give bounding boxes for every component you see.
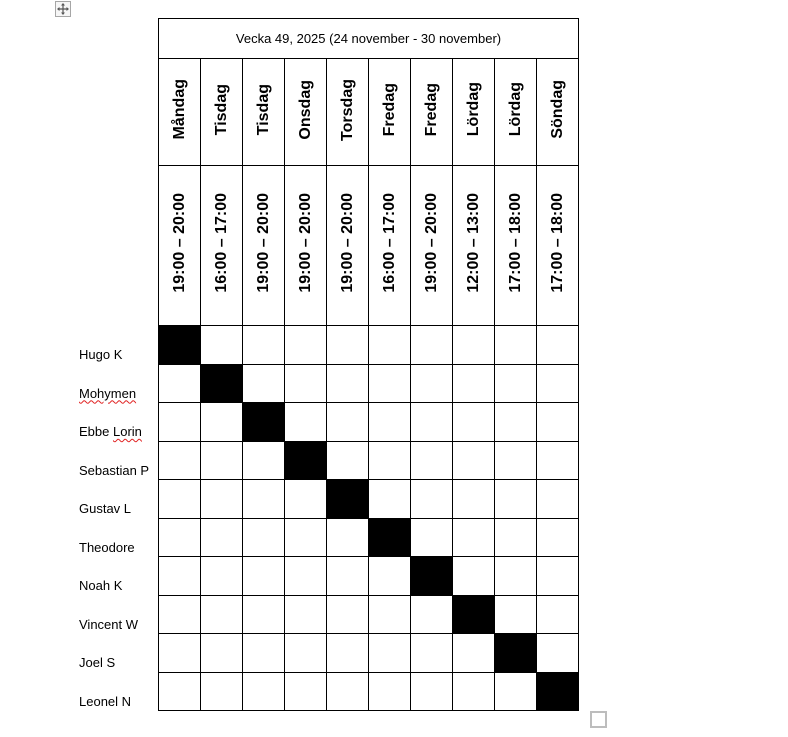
participant-name-part: Ebbe <box>79 424 113 439</box>
empty-slot-cell[interactable] <box>243 557 285 596</box>
empty-slot-cell[interactable] <box>495 595 537 634</box>
empty-slot-cell[interactable] <box>369 672 411 711</box>
participant-name[interactable]: Hugo K <box>79 347 123 362</box>
empty-slot-cell[interactable] <box>159 595 201 634</box>
day-header-cell[interactable] <box>285 59 327 166</box>
empty-slot-cell[interactable] <box>201 403 243 442</box>
participant-name[interactable]: Noah K <box>79 578 123 593</box>
day-header-cell[interactable] <box>243 59 285 166</box>
empty-slot-cell[interactable] <box>285 634 327 673</box>
empty-slot-cell[interactable] <box>159 518 201 557</box>
day-header-row <box>159 59 579 166</box>
table-title[interactable]: Vecka 49, 2025 (24 november - 30 november) <box>159 19 579 59</box>
empty-slot-cell[interactable] <box>285 364 327 403</box>
participant-name[interactable]: Gustav L <box>79 501 132 516</box>
assigned-slot-cell[interactable] <box>159 326 201 365</box>
empty-slot-cell[interactable] <box>453 326 495 365</box>
empty-slot-cell[interactable] <box>369 441 411 480</box>
empty-slot-cell[interactable] <box>243 364 285 403</box>
empty-slot-cell[interactable] <box>537 557 579 596</box>
empty-slot-cell[interactable] <box>537 364 579 403</box>
day-label: Fredag <box>380 82 398 137</box>
empty-slot-cell[interactable] <box>495 518 537 557</box>
time-label: 12:00 – 13:00 <box>464 193 482 293</box>
empty-slot-cell[interactable] <box>159 403 201 442</box>
empty-slot-cell[interactable] <box>327 326 369 365</box>
empty-slot-cell[interactable] <box>159 672 201 711</box>
time-label: 19:00 – 20:00 <box>170 193 188 293</box>
time-label: 19:00 – 20:00 <box>254 193 272 293</box>
empty-slot-cell[interactable] <box>453 403 495 442</box>
schedule-row <box>159 403 579 442</box>
empty-slot-cell[interactable] <box>537 403 579 442</box>
empty-slot-cell[interactable] <box>327 672 369 711</box>
assigned-slot-cell[interactable] <box>411 557 453 596</box>
empty-slot-cell[interactable] <box>327 518 369 557</box>
empty-slot-cell[interactable] <box>159 634 201 673</box>
empty-slot-cell[interactable] <box>453 634 495 673</box>
empty-slot-cell[interactable] <box>411 672 453 711</box>
day-header-cell[interactable] <box>369 59 411 166</box>
empty-slot-cell[interactable] <box>453 364 495 403</box>
time-label: 19:00 – 20:00 <box>296 193 314 293</box>
schedule-row <box>159 326 579 365</box>
time-header-row <box>159 166 579 326</box>
empty-slot-cell[interactable] <box>369 403 411 442</box>
empty-slot-cell[interactable] <box>411 403 453 442</box>
empty-slot-cell[interactable] <box>453 518 495 557</box>
assigned-slot-cell[interactable] <box>369 518 411 557</box>
empty-slot-cell[interactable] <box>201 480 243 519</box>
empty-slot-cell[interactable] <box>285 557 327 596</box>
empty-slot-cell[interactable] <box>243 595 285 634</box>
schedule-row <box>159 364 579 403</box>
empty-slot-cell[interactable] <box>453 441 495 480</box>
assigned-slot-cell[interactable] <box>243 403 285 442</box>
empty-slot-cell[interactable] <box>411 595 453 634</box>
empty-slot-cell[interactable] <box>201 634 243 673</box>
participant-name[interactable]: Vincent W <box>79 616 139 632</box>
spellcheck-flagged-word[interactable]: Mohymen <box>79 385 137 401</box>
day-label: Tisdag <box>212 83 230 136</box>
assigned-slot-cell[interactable] <box>285 441 327 480</box>
assigned-slot-cell[interactable] <box>453 595 495 634</box>
empty-slot-cell[interactable] <box>369 326 411 365</box>
empty-slot-cell[interactable] <box>243 441 285 480</box>
empty-slot-cell[interactable] <box>495 480 537 519</box>
participant-name[interactable]: Sebastian P <box>79 462 150 478</box>
day-label: Lördag <box>506 82 524 137</box>
empty-slot-cell[interactable] <box>411 518 453 557</box>
participant-name[interactable]: Theodore <box>79 539 135 555</box>
day-header-cell[interactable] <box>453 59 495 166</box>
schedule-row <box>159 518 579 557</box>
empty-slot-cell[interactable] <box>201 441 243 480</box>
time-header-cell[interactable] <box>453 166 495 326</box>
empty-slot-cell[interactable] <box>537 634 579 673</box>
empty-slot-cell[interactable] <box>411 480 453 519</box>
empty-slot-cell[interactable] <box>285 326 327 365</box>
empty-slot-cell[interactable] <box>495 364 537 403</box>
time-header-cell[interactable] <box>201 166 243 326</box>
empty-slot-cell[interactable] <box>243 518 285 557</box>
schedule-table <box>158 18 579 711</box>
empty-slot-cell[interactable] <box>285 403 327 442</box>
empty-slot-cell[interactable] <box>495 557 537 596</box>
empty-slot-cell[interactable] <box>411 634 453 673</box>
time-header-cell[interactable] <box>411 166 453 326</box>
empty-slot-cell[interactable] <box>537 326 579 365</box>
empty-slot-cell[interactable] <box>411 326 453 365</box>
time-header-cell[interactable] <box>285 166 327 326</box>
day-header-cell[interactable] <box>201 59 243 166</box>
day-header-cell[interactable] <box>495 59 537 166</box>
empty-slot-cell[interactable] <box>369 595 411 634</box>
empty-slot-cell[interactable] <box>327 595 369 634</box>
empty-slot-cell[interactable] <box>411 364 453 403</box>
empty-slot-cell[interactable] <box>285 672 327 711</box>
schedule-row <box>159 672 579 711</box>
empty-slot-cell[interactable] <box>369 364 411 403</box>
time-header-cell[interactable] <box>369 166 411 326</box>
participant-name[interactable]: Joel S <box>79 655 116 670</box>
time-header-cell[interactable] <box>495 166 537 326</box>
empty-slot-cell[interactable] <box>369 634 411 673</box>
empty-slot-cell[interactable] <box>327 441 369 480</box>
day-label: Lördag <box>464 82 482 137</box>
participant-name[interactable] <box>79 386 136 401</box>
schedule-row <box>159 441 579 480</box>
day-label: Måndag <box>170 79 188 140</box>
empty-slot-cell[interactable] <box>159 364 201 403</box>
empty-slot-cell[interactable] <box>327 364 369 403</box>
empty-slot-cell[interactable] <box>537 480 579 519</box>
time-header-cell[interactable] <box>159 166 201 326</box>
time-label: 16:00 – 17:00 <box>212 193 230 293</box>
schedule-row <box>159 480 579 519</box>
empty-slot-cell[interactable] <box>243 634 285 673</box>
assigned-slot-cell[interactable] <box>327 480 369 519</box>
spellcheck-flagged-word[interactable]: Lorin <box>112 424 142 439</box>
time-label: 19:00 – 20:00 <box>338 193 356 293</box>
table-resize-handle-icon[interactable] <box>590 711 607 728</box>
empty-slot-cell[interactable] <box>201 557 243 596</box>
empty-slot-cell[interactable] <box>453 480 495 519</box>
empty-slot-cell[interactable] <box>159 480 201 519</box>
empty-slot-cell[interactable] <box>285 480 327 519</box>
empty-slot-cell[interactable] <box>411 441 453 480</box>
empty-slot-cell[interactable] <box>327 557 369 596</box>
day-header-cell[interactable] <box>537 59 579 166</box>
empty-slot-cell[interactable] <box>369 557 411 596</box>
empty-slot-cell[interactable] <box>201 518 243 557</box>
time-header-cell[interactable] <box>537 166 579 326</box>
empty-slot-cell[interactable] <box>243 672 285 711</box>
time-label: 16:00 – 17:00 <box>380 193 398 293</box>
schedule-row <box>159 557 579 596</box>
time-label: 17:00 – 18:00 <box>548 193 566 293</box>
empty-slot-cell[interactable] <box>243 326 285 365</box>
empty-slot-cell[interactable] <box>159 557 201 596</box>
empty-slot-cell[interactable] <box>159 441 201 480</box>
assigned-slot-cell[interactable] <box>537 672 579 711</box>
schedule-row <box>159 595 579 634</box>
empty-slot-cell[interactable] <box>369 480 411 519</box>
time-label: 17:00 – 18:00 <box>506 193 524 293</box>
table-move-handle-icon[interactable] <box>55 1 71 17</box>
day-label: Fredag <box>422 82 440 137</box>
empty-slot-cell[interactable] <box>495 403 537 442</box>
empty-slot-cell[interactable] <box>537 595 579 634</box>
empty-slot-cell[interactable] <box>537 518 579 557</box>
participant-name[interactable]: Leonel N <box>79 693 132 709</box>
empty-slot-cell[interactable] <box>243 480 285 519</box>
schedule-row <box>159 634 579 673</box>
day-header-cell[interactable] <box>411 59 453 166</box>
empty-slot-cell[interactable] <box>495 441 537 480</box>
empty-slot-cell[interactable] <box>285 595 327 634</box>
empty-slot-cell[interactable] <box>453 672 495 711</box>
empty-slot-cell[interactable] <box>495 672 537 711</box>
empty-slot-cell[interactable] <box>285 518 327 557</box>
time-label: 19:00 – 20:00 <box>422 193 440 293</box>
assigned-slot-cell[interactable] <box>201 364 243 403</box>
title-row <box>159 19 579 59</box>
empty-slot-cell[interactable] <box>201 672 243 711</box>
assigned-slot-cell[interactable] <box>495 634 537 673</box>
day-header-cell[interactable] <box>327 59 369 166</box>
empty-slot-cell[interactable] <box>201 326 243 365</box>
empty-slot-cell[interactable] <box>327 634 369 673</box>
empty-slot-cell[interactable] <box>201 595 243 634</box>
time-header-cell[interactable] <box>243 166 285 326</box>
day-label: Söndag <box>548 80 566 139</box>
empty-slot-cell[interactable] <box>327 403 369 442</box>
empty-slot-cell[interactable] <box>453 557 495 596</box>
day-label: Torsdag <box>338 78 356 141</box>
empty-slot-cell[interactable] <box>537 441 579 480</box>
empty-slot-cell[interactable] <box>495 326 537 365</box>
day-label: Tisdag <box>254 83 272 136</box>
participant-name[interactable] <box>79 424 142 439</box>
day-label: Onsdag <box>296 79 314 140</box>
time-header-cell[interactable] <box>327 166 369 326</box>
day-header-cell[interactable] <box>159 59 201 166</box>
